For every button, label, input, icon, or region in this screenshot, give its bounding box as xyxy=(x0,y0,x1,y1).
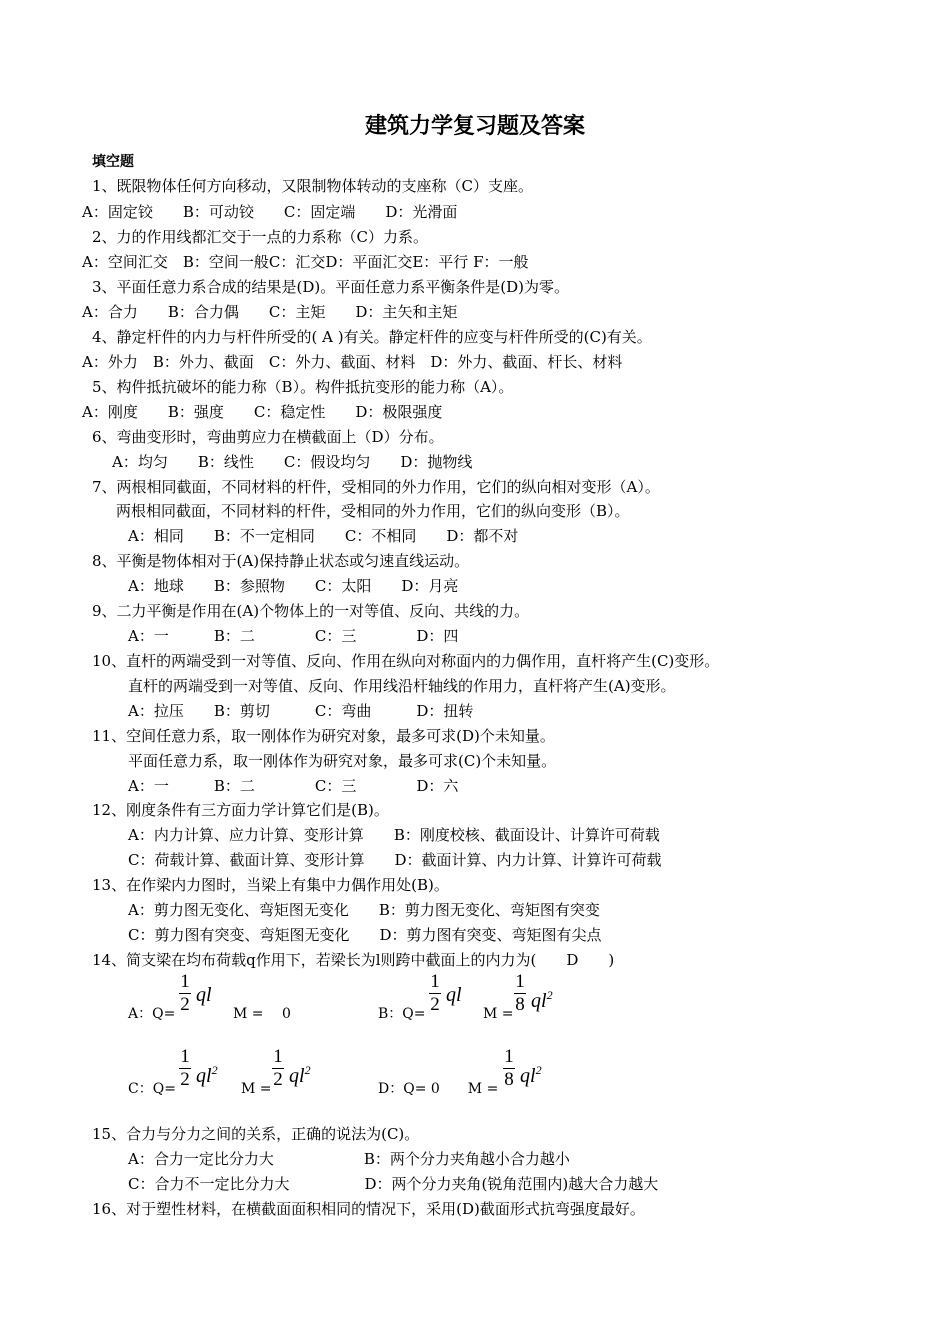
question-15-options-cd: C：合力不一定比分力大 D：两个分力夹角(锐角范围内)越大合力越大 xyxy=(128,1175,659,1193)
q14-option-c-label: C：Q= xyxy=(128,1081,176,1097)
question-3-options: A：合力 B：合力偶 C：主矩 D：主矢和主矩 xyxy=(82,303,458,321)
q14-option-c-moment-fraction xyxy=(272,1047,284,1090)
question-11: 11、空间任意力系，取一刚体作为研究对象，最多可求(D)个未知量。 xyxy=(92,727,555,745)
question-12-options-cd: C：荷载计算、截面计算、变形计算 D：截面计算、内力计算、计算许可荷载 xyxy=(128,851,662,869)
q14-option-c-moment-ql xyxy=(289,1059,311,1087)
document-title: 建筑力学复习题及答案 xyxy=(364,114,585,139)
exponent: 2 xyxy=(535,1063,542,1077)
ql-text: ql xyxy=(531,990,547,1012)
q14-option-d-label: D：Q= 0 M = xyxy=(378,1081,499,1097)
question-11-second-part: 平面任意力系，取一刚体作为研究对象，最多可求(C)个未知量。 xyxy=(128,752,557,770)
question-3: 3、平面任意力系合成的结果是(D)。平面任意力系平衡条件是(D)为零。 xyxy=(92,278,570,296)
q14-option-d-moment-ql xyxy=(520,1059,542,1087)
fraction-denominator: 8 xyxy=(504,1069,514,1090)
question-15: 15、合力与分力之间的关系，正确的说法为(C)。 xyxy=(92,1125,420,1143)
ql-text: ql xyxy=(446,984,462,1006)
exponent: 2 xyxy=(211,1063,218,1077)
question-8: 8、平衡是物体相对于(A)保持静止状态或匀速直线运动。 xyxy=(92,552,470,570)
question-13-options-ab: A：剪力图无变化、弯矩图无变化 B：剪力图无变化、弯矩图有突变 xyxy=(128,901,600,919)
question-10-options: A：拉压 B：剪切 C：弯曲 D：扭转 xyxy=(128,702,474,720)
question-15-options-ab: A：合力一定比分力大 B：两个分力夹角越小合力越小 xyxy=(128,1150,570,1168)
ql-text: ql xyxy=(520,1065,536,1087)
question-14: 14、简支梁在均布荷载q作用下，若梁长为l则跨中截面上的内力为( D ) xyxy=(92,951,615,969)
question-12: 12、刚度条件有三方面力学计算它们是(B)。 xyxy=(92,801,389,819)
q14-option-d-moment-fraction xyxy=(503,1047,515,1090)
section-heading: 填空题 xyxy=(92,154,134,170)
q14-option-c-moment: M = xyxy=(241,1081,272,1097)
question-9: 9、二力平衡是作用在(A)个物体上的一对等值、反向、共线的力。 xyxy=(92,602,530,620)
question-6: 6、弯曲变形时，弯曲剪应力在横截面上（D）分布。 xyxy=(92,428,444,446)
question-12-options-ab: A：内力计算、应力计算、变形计算 B：刚度校核、截面设计、计算许可荷载 xyxy=(128,826,660,844)
q14-option-b-moment-fraction xyxy=(514,972,526,1015)
question-5: 5、构件抵抗破坏的能力称（B）。构件抵抗变形的能力称（A）。 xyxy=(92,378,514,396)
ql-text: ql xyxy=(289,1065,305,1087)
question-2: 2、力的作用线都汇交于一点的力系称（C）力系。 xyxy=(92,228,429,246)
question-1: 1、既限物体任何方向移动，又限制物体转动的支座称（C）支座。 xyxy=(92,177,534,195)
q14-option-a-ql xyxy=(196,984,212,1006)
fraction-denominator: 2 xyxy=(180,994,190,1015)
fraction-numerator: 1 xyxy=(504,1046,514,1067)
q14-option-a-label: A：Q= xyxy=(128,1006,176,1022)
question-4: 4、静定杆件的内力与杆件所受的( A )有关。静定杆件的应变与杆件所受的(C)有关。 xyxy=(92,328,652,346)
question-9-options: A：一 B：二 C：三 D：四 xyxy=(128,627,459,645)
fraction-denominator: 2 xyxy=(180,1069,190,1090)
question-2-options: A：空间汇交 B：空间一般C：汇交D：平面汇交E：平行 F：一般 xyxy=(82,253,529,271)
exponent: 2 xyxy=(304,1063,311,1077)
question-13: 13、在作梁内力图时，当梁上有集中力偶作用处(B)。 xyxy=(92,876,449,894)
ql-text: ql xyxy=(196,984,212,1006)
q14-option-b-label: B：Q= xyxy=(378,1006,426,1022)
q14-option-b-ql xyxy=(446,984,462,1006)
q14-option-c-ql xyxy=(196,1059,218,1087)
fraction-denominator: 2 xyxy=(273,1069,283,1090)
question-10: 10、直杆的两端受到一对等值、反向、作用在纵向对称面内的力偶作用，直杆将产生(C)变形。 xyxy=(92,652,720,670)
question-11-options: A：一 B：二 C：三 D：六 xyxy=(128,777,459,795)
question-7-options: A：相同 B：不一定相同 C：不相同 D：都不对 xyxy=(128,527,519,545)
fraction-denominator: 2 xyxy=(430,994,440,1015)
fraction-denominator: 8 xyxy=(515,994,525,1015)
q14-option-a-moment: M = 0 xyxy=(233,1006,291,1022)
question-4-options: A：外力 B：外力、截面 C：外力、截面、材料 D：外力、截面、杆长、材料 xyxy=(82,353,623,371)
q14-option-a-fraction xyxy=(179,972,191,1015)
fraction-numerator: 1 xyxy=(430,971,440,992)
fraction-numerator: 1 xyxy=(515,971,525,992)
question-5-options: A：刚度 B：强度 C：稳定性 D：极限强度 xyxy=(82,403,443,421)
question-10-second-part: 直杆的两端受到一对等值、反向、作用线沿杆轴线的作用力，直杆将产生(A)变形。 xyxy=(128,677,676,695)
q14-option-b-moment: M = xyxy=(483,1006,514,1022)
exponent: 2 xyxy=(546,988,553,1002)
fraction-numerator: 1 xyxy=(273,1046,283,1067)
question-16: 16、对于塑性材料，在横截面面积相同的情况下，采用(D)截面形式抗弯强度最好。 xyxy=(92,1200,645,1218)
question-13-options-cd: C：剪力图有突变、弯矩图无变化 D：剪力图有突变、弯矩图有尖点 xyxy=(128,926,602,944)
fraction-numerator: 1 xyxy=(180,1046,190,1067)
q14-option-c-fraction xyxy=(179,1047,191,1090)
question-8-options: A：地球 B：参照物 C：太阳 D：月亮 xyxy=(128,577,459,595)
question-7: 7、两根相同截面，不同材料的杆件，受相同的外力作用，它们的纵向相对变形（A）。 xyxy=(92,478,660,496)
question-6-options: A：均匀 B：线性 C：假设均匀 D：抛物线 xyxy=(112,453,473,471)
question-1-options: A：固定铰 B：可动铰 C：固定端 D：光滑面 xyxy=(82,203,458,221)
q14-option-b-moment-ql xyxy=(531,984,553,1012)
q14-option-b-fraction xyxy=(429,972,441,1015)
question-7-second-part: 两根相同截面，不同材料的杆件，受相同的外力作用，它们的纵向变形（B）。 xyxy=(116,502,630,520)
fraction-numerator: 1 xyxy=(180,971,190,992)
ql-text: ql xyxy=(196,1065,212,1087)
